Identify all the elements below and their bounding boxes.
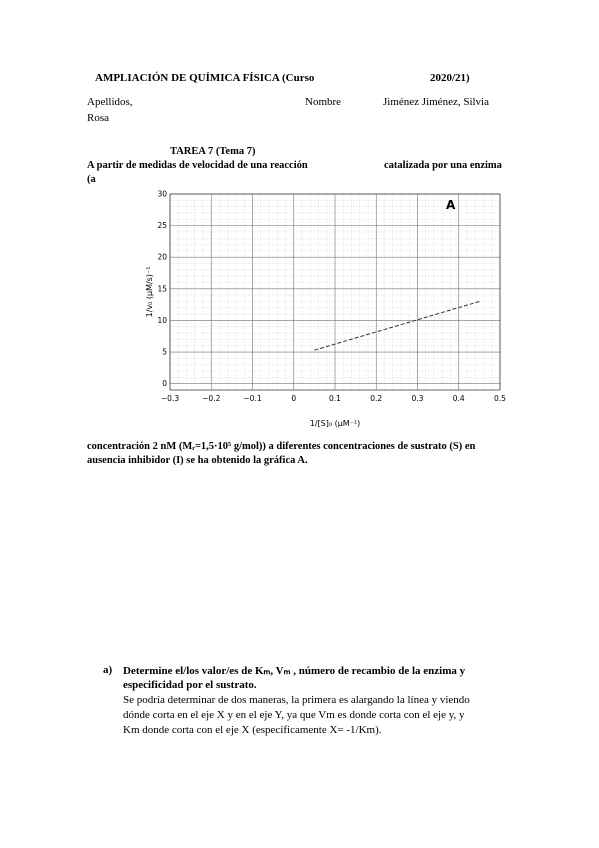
- x-tick-label: −0.3: [160, 394, 180, 403]
- x-tick-label: −0.2: [202, 394, 221, 403]
- surname-label: Apellidos,: [87, 96, 133, 108]
- x-tick-label: 0.2: [370, 394, 383, 403]
- x-tick-label: 0.5: [494, 394, 506, 403]
- task-context-line2: ausencia inhibidor (I) se ha obtenido la gráfica A.: [87, 455, 308, 466]
- student-name-line1: Jiménez Jiménez, Silvia: [383, 96, 489, 108]
- question-a-marker: a): [103, 664, 113, 676]
- question-a-answer-line2: dónde corta en el eje X y en el eje Y, ya que Vm es donde corta con el eje y, y: [123, 709, 465, 721]
- question-a-answer-line1: Se podría determinar de dos maneras, la primera es alargando la línea y viendo: [123, 694, 470, 706]
- y-tick-label: 15: [157, 284, 167, 294]
- y-tick-label: 10: [157, 315, 167, 325]
- course-title: AMPLIACIÓN DE QUÍMICA FÍSICA (Curso: [95, 72, 315, 84]
- lineweaver-burk-chart: [140, 186, 520, 434]
- task-title: TAREA 7 (Tema 7): [170, 146, 256, 157]
- chart-panel-label: A: [446, 198, 456, 212]
- y-tick-label: 0: [162, 379, 167, 389]
- question-a-heading-line2: especificidad por el sustrato.: [123, 679, 257, 691]
- x-tick-label: 0.4: [452, 394, 465, 403]
- chart-x-axis-label: 1/[S]₀ (μM⁻¹): [309, 419, 361, 428]
- name-label: Nombre: [305, 96, 342, 108]
- y-tick-label: 30: [157, 189, 167, 199]
- question-a-answer-line3: Km donde corta con el eje X (específicamente X= -1/Km).: [123, 724, 382, 736]
- task-intro-part1: A partir de medidas de velocidad de una reacción: [87, 160, 308, 171]
- task-context-line1: concentración 2 nM (Mᵣ=1,5·10⁵ g/mol)) a diferentes concentraciones de sustrato (S) en: [87, 441, 476, 452]
- x-tick-label: 0.1: [329, 394, 341, 403]
- x-tick-label: 0.3: [411, 394, 424, 403]
- question-a-heading-line1: Determine el/los valor/es de Kₘ, Vₘ , número de recambio de la enzima y: [123, 665, 466, 677]
- series-line: [314, 301, 479, 350]
- x-tick-label: −0.1: [243, 394, 262, 403]
- y-tick-label: 20: [157, 252, 167, 262]
- y-tick-label: 25: [157, 221, 167, 231]
- course-year: 2020/21): [430, 72, 470, 84]
- x-tick-label: 0: [291, 394, 297, 403]
- task-intro-part2: catalizada por una enzima: [384, 160, 502, 171]
- y-tick-label: 5: [162, 347, 167, 357]
- task-intro-part3: (a: [87, 174, 96, 185]
- chart-major-grid: [170, 194, 500, 390]
- chart-y-axis-label: 1/v₀ (μM/s)⁻¹: [145, 266, 154, 318]
- chart-series: [314, 301, 479, 350]
- student-name-line2: Rosa: [87, 112, 109, 124]
